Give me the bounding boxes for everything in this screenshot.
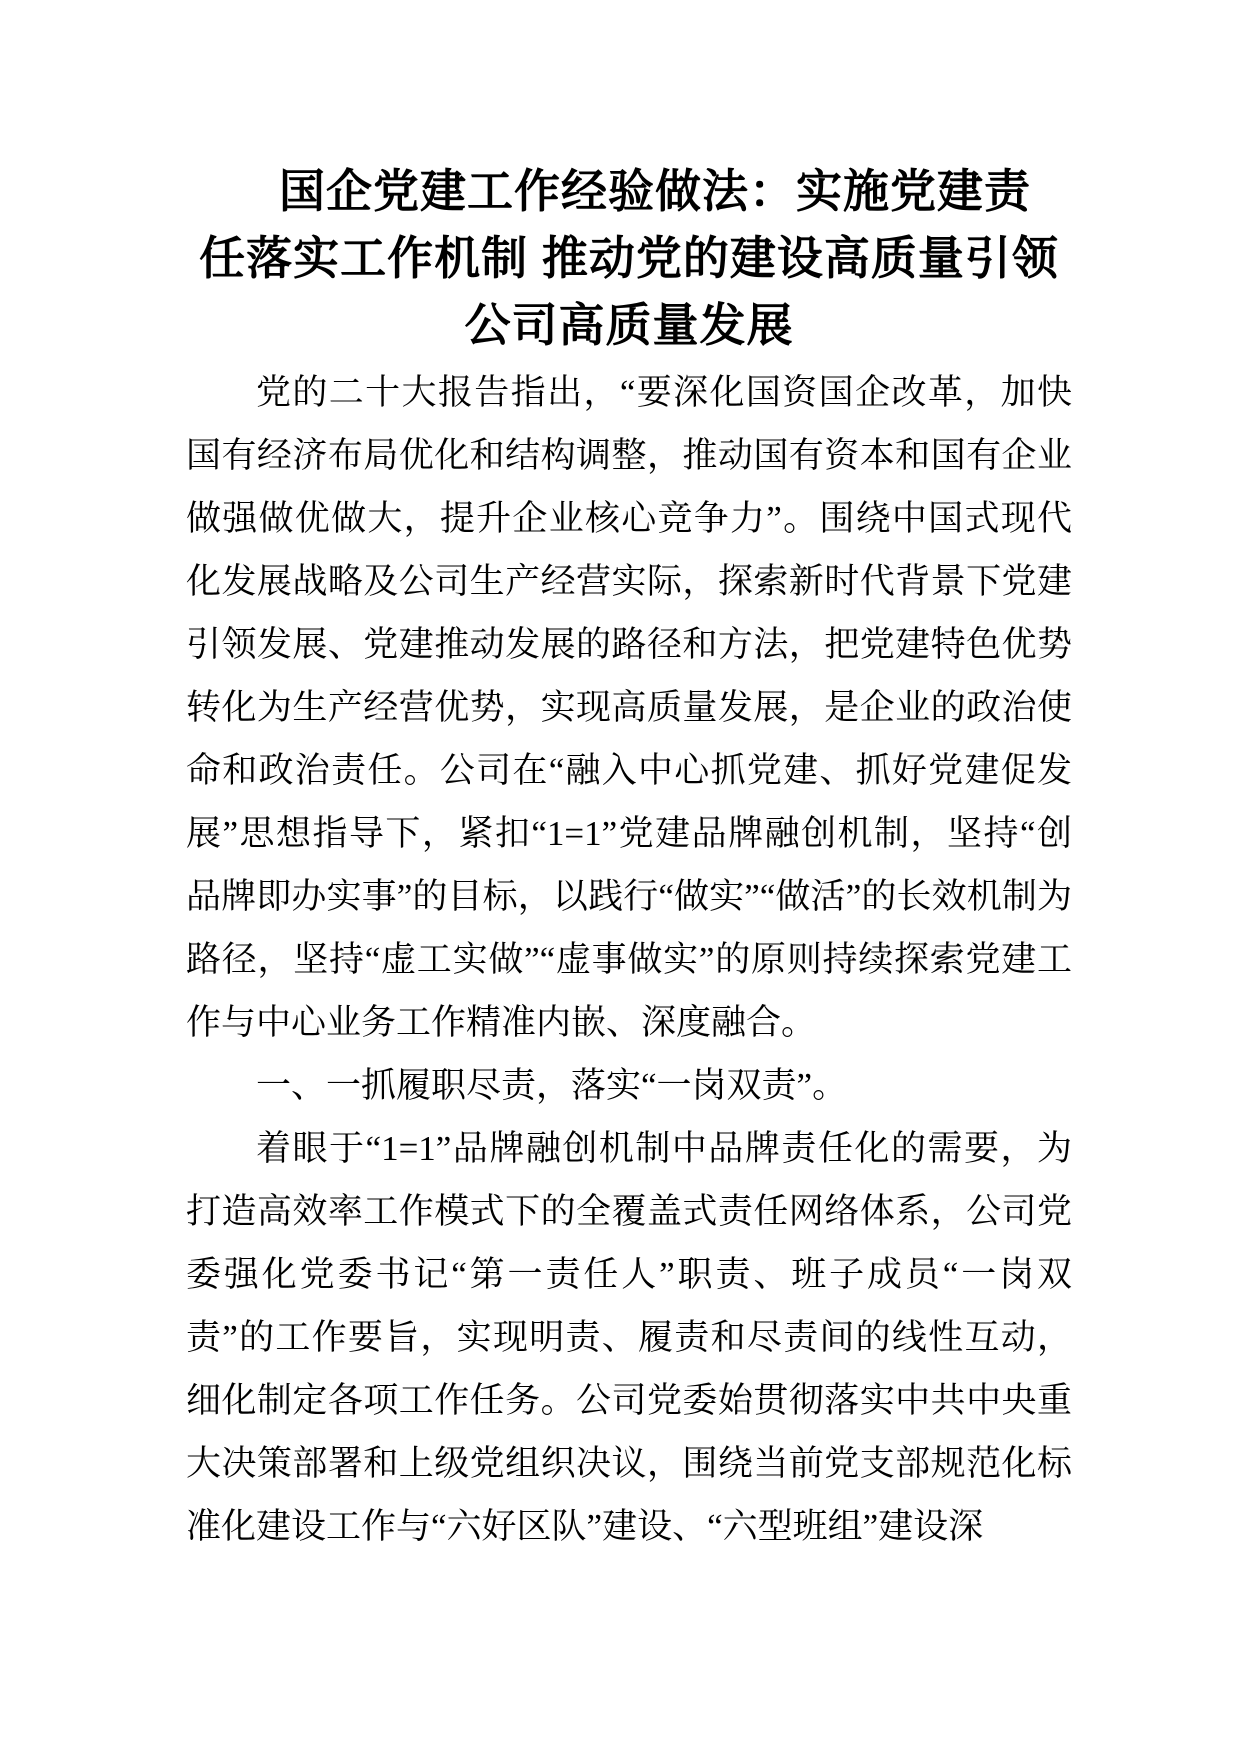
paragraph-section-1: 着眼于“1=1”品牌融创机制中品牌责任化的需要，为打造高效率工作模式下的全覆盖式责任网络体系，公司党委强化党委书记“第一责任人”职责、班子成员“一岗双责”的工作要旨，实现明责、履责和尽责间的线性互动，细化制定各项工作任务。公司党委始贯彻落实中共中央重大决策部署和上级党组织决议，围绕当前党支部规范化标准化建设工作与“六好区队”建设、“六型班组”建设深 <box>186 1129 1072 1546</box>
section-heading-1: 一、一抓履职尽责，落实“一岗双责”。 <box>256 1066 848 1105</box>
title-line-3: 公司高质量发展 <box>464 299 794 351</box>
document-body <box>186 361 1072 1558</box>
paragraph-opening: 党的二十大报告指出，“要深化国资国企改革，加快国有经济布局优化和结构调整，推动国有资本和国有企业做强做优做大，提升企业核心竞争力”。围绕中国式现代化发展战略及公司生产经营实际，探索新时代背景下党建引领发展、党建推动发展的路径和方法，把党建特色优势转化为生产经营优势，实现高质量发展，是企业的政治使命和政治责任。公司在“融入中心抓党建、抓好党建促发展”思想指导下，紧扣“1=1”党建品牌融创机制，坚持“创品牌即办实事”的目标，以践行“做实”“做活”的长效机制为路径，坚持“虚工实做”“虚事做实”的原则持续探索党建工作与中心业务工作精准内嵌、深度融合。 <box>186 373 1072 1042</box>
title-line-2: 任落实工作机制 推动党的建设高质量引领 <box>199 232 1059 284</box>
document-title <box>186 158 1072 359</box>
title-line-1: 国企党建工作经验做法：实施党建责 <box>279 165 1031 217</box>
